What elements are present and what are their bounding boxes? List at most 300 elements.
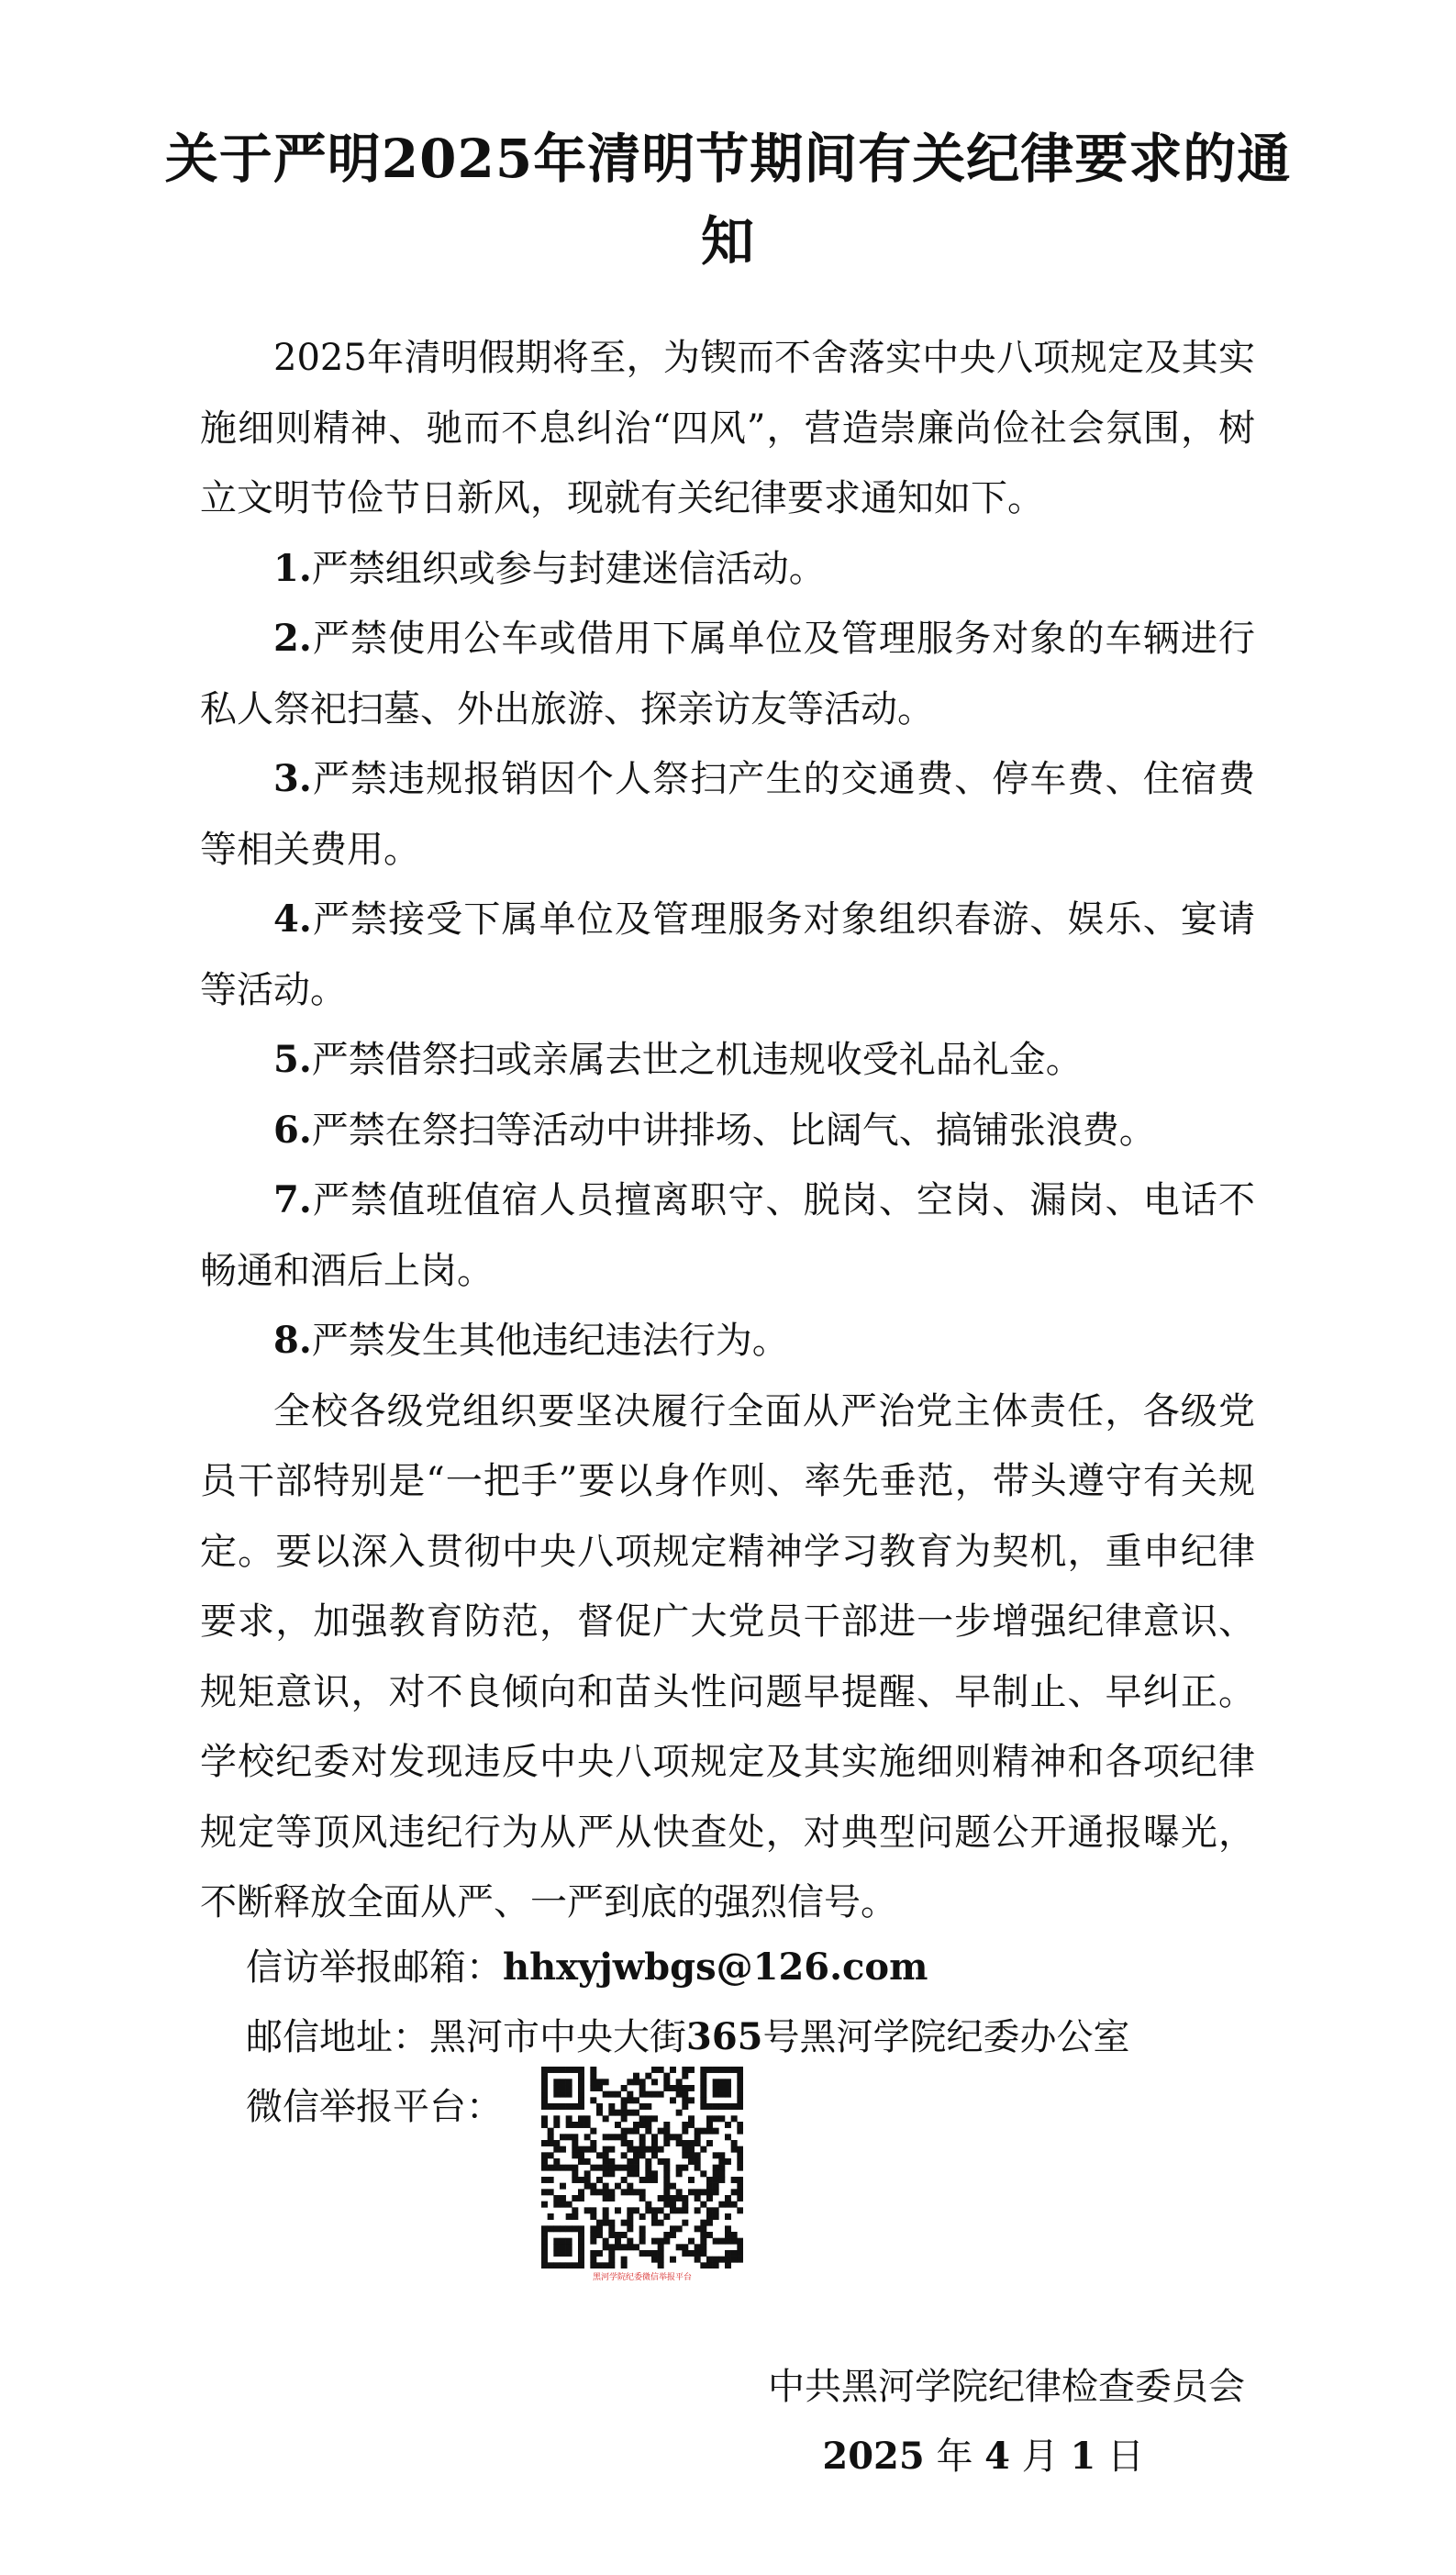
qr-module xyxy=(541,2079,548,2085)
qr-module xyxy=(718,2085,725,2091)
qr-module xyxy=(688,2158,695,2165)
qr-module xyxy=(548,2103,554,2110)
qr-module xyxy=(670,2067,676,2073)
qr-module xyxy=(572,2177,578,2183)
qr-module xyxy=(584,2183,591,2190)
qr-module xyxy=(639,2115,646,2122)
qr-module xyxy=(608,2244,615,2250)
qr-module xyxy=(700,2067,706,2073)
qr-module xyxy=(645,2115,651,2122)
qr-module xyxy=(695,2207,701,2213)
qr-module xyxy=(737,2195,743,2202)
qr-module xyxy=(572,2122,578,2128)
qr-module xyxy=(658,2262,664,2268)
qr-module xyxy=(603,2146,609,2153)
qr-module xyxy=(541,2257,548,2263)
qr-module xyxy=(627,2213,633,2220)
qr-module xyxy=(663,2079,670,2085)
qr-module xyxy=(541,2189,548,2195)
qr-module xyxy=(560,2085,566,2091)
qr-module xyxy=(603,2262,609,2268)
qr-module xyxy=(608,2134,615,2140)
qr-module xyxy=(645,2170,651,2177)
qr-module xyxy=(639,2134,646,2140)
qr-module xyxy=(553,2238,560,2245)
item-text: 严禁借祭扫或亲属去世之机违规收受礼品礼金。 xyxy=(311,1039,1083,1081)
document-body xyxy=(200,323,1255,1938)
qr-module xyxy=(541,2225,548,2232)
list-item xyxy=(200,534,1255,605)
qr-module xyxy=(578,2152,584,2158)
qr-module xyxy=(700,2079,706,2085)
qr-module xyxy=(695,2134,701,2140)
qr-module xyxy=(645,2158,651,2165)
qr-module xyxy=(731,2189,738,2195)
qr-module xyxy=(737,2177,743,2183)
list-item xyxy=(200,604,1255,744)
qr-module xyxy=(682,2165,688,2171)
item-text: 严禁违规报销因个人祭扫产生的交通费、停车费、住宿费等相关费用。 xyxy=(200,758,1255,871)
qr-module xyxy=(596,2250,603,2257)
address-label: 邮信地址： xyxy=(246,2016,429,2058)
qr-module xyxy=(713,2189,719,2195)
qr-module xyxy=(676,2189,683,2195)
qr-module xyxy=(651,2152,658,2158)
qr-module xyxy=(553,2115,560,2122)
qr-module xyxy=(603,2079,609,2085)
qr-module xyxy=(713,2067,719,2073)
date-year-unit: 年 xyxy=(936,2436,973,2478)
qr-module xyxy=(560,2091,566,2098)
qr-module xyxy=(645,2207,651,2213)
qr-module xyxy=(566,2115,572,2122)
qr-module xyxy=(663,2140,670,2146)
qr-module xyxy=(578,2189,584,2195)
qr-module xyxy=(621,2177,628,2183)
document-title: 关于严明2025年清明节期间有关纪律要求的通知 xyxy=(164,128,1292,273)
qr-module xyxy=(688,2177,695,2183)
qr-module xyxy=(633,2158,639,2165)
qr-module xyxy=(548,2165,554,2171)
qr-module xyxy=(731,2202,738,2208)
qr-module xyxy=(651,2079,658,2085)
qr-module xyxy=(682,2128,688,2135)
qr-module xyxy=(627,2189,633,2195)
qr-module xyxy=(718,2165,725,2171)
qr-module xyxy=(541,2202,548,2208)
qr-module xyxy=(566,2262,572,2268)
qr-module xyxy=(627,2225,633,2232)
qr-module xyxy=(541,2250,548,2257)
qr-module xyxy=(658,2067,664,2073)
qr-module xyxy=(639,2146,646,2153)
qr-module xyxy=(621,2262,628,2268)
qr-module xyxy=(548,2152,554,2158)
qr-module xyxy=(590,2165,596,2171)
qr-module xyxy=(572,2225,578,2232)
qr-module xyxy=(596,2220,603,2226)
qr-module xyxy=(725,2262,731,2268)
list-item xyxy=(200,885,1255,1025)
qr-module xyxy=(725,2225,731,2232)
qr-module xyxy=(560,2165,566,2171)
qr-module xyxy=(645,2146,651,2153)
qr-module xyxy=(578,2177,584,2183)
qr-module xyxy=(651,2213,658,2220)
qr-module xyxy=(615,2207,621,2213)
qr-module xyxy=(603,2170,609,2177)
qr-module xyxy=(688,2067,695,2073)
qr-module xyxy=(737,2146,743,2153)
report-email[interactable]: hhxyjwbgs@126.com xyxy=(503,1945,928,1989)
qr-module xyxy=(658,2250,664,2257)
qr-module xyxy=(663,2202,670,2208)
qr-module xyxy=(658,2220,664,2226)
qr-module xyxy=(541,2067,548,2073)
qr-module xyxy=(608,2165,615,2171)
item-number: 6. xyxy=(273,1108,312,1152)
qr-module xyxy=(731,2177,738,2183)
qr-module xyxy=(572,2262,578,2268)
qr-module xyxy=(553,2202,560,2208)
qr-module xyxy=(578,2067,584,2073)
qr-module xyxy=(566,2202,572,2208)
qr-module xyxy=(651,2067,658,2073)
qr-module xyxy=(578,2079,584,2085)
qr-module xyxy=(663,2128,670,2135)
qr-module xyxy=(596,2225,603,2232)
issuer: 中共黑河学院纪律检查委员会 xyxy=(768,2366,1245,2408)
qr-module xyxy=(658,2257,664,2263)
qr-module xyxy=(584,2134,591,2140)
qr-module xyxy=(627,2183,633,2190)
qr-module xyxy=(737,2079,743,2085)
qr-module xyxy=(731,2257,738,2263)
qr-module xyxy=(682,2085,688,2091)
qr-module xyxy=(590,2257,596,2263)
qr-module xyxy=(548,2067,554,2073)
qr-module xyxy=(560,2238,566,2245)
qr-module xyxy=(682,2244,688,2250)
qr-module xyxy=(639,2177,646,2183)
qr-module xyxy=(590,2067,596,2073)
qr-module xyxy=(695,2165,701,2171)
qr-module xyxy=(608,2257,615,2263)
qr-module xyxy=(658,2158,664,2165)
qr-module xyxy=(737,2091,743,2098)
qr-module xyxy=(651,2250,658,2257)
qr-module xyxy=(645,2202,651,2208)
qr-module xyxy=(603,2134,609,2140)
qr-module xyxy=(548,2134,554,2140)
qr-module xyxy=(566,2213,572,2220)
qr-module xyxy=(718,2177,725,2183)
qr-module xyxy=(676,2140,683,2146)
wechat-line xyxy=(246,2072,503,2142)
qr-module xyxy=(572,2134,578,2140)
qr-module xyxy=(670,2085,676,2091)
qr-module xyxy=(682,2073,688,2079)
qr-module xyxy=(682,2091,688,2098)
qr-module xyxy=(560,2134,566,2140)
qr-module xyxy=(688,2115,695,2122)
qr-module xyxy=(706,2232,713,2238)
qr-module xyxy=(596,2262,603,2268)
qr-module xyxy=(682,2220,688,2226)
qr-module xyxy=(553,2244,560,2250)
qr-module xyxy=(590,2262,596,2268)
qr-module xyxy=(713,2165,719,2171)
qr-module xyxy=(718,2091,725,2098)
qr-module xyxy=(651,2238,658,2245)
qr-module xyxy=(603,2158,609,2165)
qr-module xyxy=(566,2079,572,2085)
qr-module xyxy=(548,2128,554,2135)
qr-module xyxy=(578,2232,584,2238)
qr-module xyxy=(713,2177,719,2183)
qr-module xyxy=(627,2238,633,2245)
qr-module xyxy=(633,2152,639,2158)
qr-module xyxy=(553,2122,560,2128)
qr-module xyxy=(590,2183,596,2190)
qr-module xyxy=(621,2189,628,2195)
qr-module xyxy=(584,2146,591,2153)
qr-module xyxy=(578,2158,584,2165)
qr-module xyxy=(713,2115,719,2122)
qr-module xyxy=(663,2189,670,2195)
email-line xyxy=(246,1933,928,2002)
qr-module xyxy=(596,2232,603,2238)
qr-module xyxy=(663,2232,670,2238)
qr-module xyxy=(737,2250,743,2257)
qr-module xyxy=(737,2238,743,2245)
qr-module xyxy=(603,2091,609,2098)
qr-module xyxy=(553,2250,560,2257)
qr-module xyxy=(553,2262,560,2268)
qr-module xyxy=(713,2085,719,2091)
qr-module xyxy=(725,2213,731,2220)
qr-module xyxy=(615,2244,621,2250)
qr-module xyxy=(639,2238,646,2245)
qr-module xyxy=(700,2262,706,2268)
qr-module xyxy=(718,2079,725,2085)
qr-module xyxy=(713,2170,719,2177)
qr-module xyxy=(572,2195,578,2202)
qr-module xyxy=(572,2213,578,2220)
qr-module xyxy=(578,2115,584,2122)
qr-module xyxy=(566,2122,572,2128)
qr-module xyxy=(578,2122,584,2128)
qr-module xyxy=(578,2097,584,2103)
qr-module xyxy=(608,2170,615,2177)
qr-module xyxy=(615,2134,621,2140)
item-number: 8. xyxy=(273,1319,312,1362)
qr-module xyxy=(553,2195,560,2202)
qr-module xyxy=(682,2146,688,2153)
qr-module xyxy=(560,2067,566,2073)
qr-module xyxy=(695,2158,701,2165)
qr-module xyxy=(639,2103,646,2110)
qr-module xyxy=(695,2189,701,2195)
qr-module xyxy=(541,2091,548,2098)
qr-module xyxy=(627,2079,633,2085)
qr-module xyxy=(548,2177,554,2183)
qr-module xyxy=(590,2250,596,2257)
qr-module xyxy=(682,2140,688,2146)
qr-module xyxy=(700,2146,706,2153)
qr-module xyxy=(676,2165,683,2171)
qr-module xyxy=(541,2103,548,2110)
qr-module xyxy=(621,2103,628,2110)
qr-module xyxy=(688,2146,695,2153)
qr-module xyxy=(633,2170,639,2177)
qr-module xyxy=(688,2140,695,2146)
qr-module xyxy=(651,2220,658,2226)
qr-module xyxy=(688,2097,695,2103)
qr-module xyxy=(590,2085,596,2091)
qr-module xyxy=(700,2097,706,2103)
qr-module xyxy=(615,2183,621,2190)
qr-module xyxy=(658,2091,664,2098)
qr-module xyxy=(627,2170,633,2177)
qr-module xyxy=(645,2177,651,2183)
date-month-unit: 月 xyxy=(1021,2436,1059,2478)
qr-module xyxy=(639,2195,646,2202)
qr-module xyxy=(718,2103,725,2110)
qr-module xyxy=(700,2091,706,2098)
qr-module xyxy=(596,2110,603,2116)
qr-module xyxy=(676,2244,683,2250)
wechat-label: 微信举报平台： xyxy=(246,2086,503,2128)
qr-module xyxy=(578,2225,584,2232)
qr-module xyxy=(633,2097,639,2103)
qr-module xyxy=(645,2073,651,2079)
qr-module xyxy=(603,2189,609,2195)
qr-module xyxy=(578,2244,584,2250)
qr-module xyxy=(621,2097,628,2103)
qr-module xyxy=(737,2085,743,2091)
qr-module xyxy=(639,2152,646,2158)
qr-module xyxy=(682,2067,688,2073)
qr-module xyxy=(706,2128,713,2135)
qr-module xyxy=(621,2220,628,2226)
qr-module xyxy=(553,2085,560,2091)
qr-module xyxy=(695,2152,701,2158)
qr-module xyxy=(663,2170,670,2177)
qr-module xyxy=(731,2067,738,2073)
qr-module xyxy=(639,2225,646,2232)
qr-module xyxy=(608,2232,615,2238)
qr-module xyxy=(713,2152,719,2158)
qr-module xyxy=(706,2103,713,2110)
email-label: 信访举报邮箱： xyxy=(246,1946,503,1989)
qr-module xyxy=(566,2244,572,2250)
qr-module xyxy=(548,2225,554,2232)
qr-module xyxy=(639,2085,646,2091)
qr-module xyxy=(633,2110,639,2116)
qr-module xyxy=(737,2207,743,2213)
qr-module xyxy=(682,2202,688,2208)
qr-module xyxy=(713,2079,719,2085)
qr-module xyxy=(651,2170,658,2177)
qr-module xyxy=(695,2128,701,2135)
qr-module xyxy=(645,2122,651,2128)
qr-module xyxy=(663,2177,670,2183)
qr-module xyxy=(615,2091,621,2098)
qr-module xyxy=(584,2170,591,2177)
qr-module xyxy=(725,2085,731,2091)
qr-module xyxy=(560,2079,566,2085)
qr-module xyxy=(718,2152,725,2158)
intro-paragraph: 2025年清明假期将至，为锲而不舍落实中央八项规定及其实施细则精神、驰而不息纠治“四风”，营造崇廉尚俭社会氛围，树立文明节俭节日新风，现就有关纪律要求通知如下。 xyxy=(200,337,1255,519)
qr-module xyxy=(560,2250,566,2257)
qr-code[interactable] xyxy=(541,2067,743,2268)
qr-module xyxy=(541,2158,548,2165)
qr-module xyxy=(645,2128,651,2135)
qr-module xyxy=(621,2257,628,2263)
qr-module xyxy=(590,2225,596,2232)
qr-module xyxy=(639,2232,646,2238)
date-month: 4 xyxy=(984,2435,1010,2478)
qr-module xyxy=(566,2165,572,2171)
qr-module xyxy=(663,2183,670,2190)
address-suffix: 号黑河学院纪委办公室 xyxy=(762,2016,1130,2058)
issue-date xyxy=(822,2422,1144,2491)
qr-module xyxy=(584,2158,591,2165)
qr-module xyxy=(658,2128,664,2135)
qr-module xyxy=(603,2152,609,2158)
qr-module xyxy=(651,2091,658,2098)
qr-module xyxy=(553,2067,560,2073)
qr-module xyxy=(676,2134,683,2140)
address-prefix: 黑河市中央大街 xyxy=(429,2016,686,2058)
qr-module xyxy=(731,2140,738,2146)
qr-module xyxy=(731,2103,738,2110)
item-number: 3. xyxy=(273,757,312,800)
qr-module xyxy=(572,2165,578,2171)
qr-module xyxy=(737,2183,743,2190)
qr-module xyxy=(603,2244,609,2250)
qr-module xyxy=(676,2225,683,2232)
qr-module xyxy=(737,2244,743,2250)
qr-module xyxy=(608,2110,615,2116)
qr-module xyxy=(682,2152,688,2158)
item-text: 严禁使用公车或借用下属单位及管理服务对象的车辆进行私人祭祀扫墓、外出旅游、探亲访友等活动。 xyxy=(200,618,1255,730)
qr-module xyxy=(541,2140,548,2146)
qr-module xyxy=(615,2165,621,2171)
qr-module xyxy=(725,2067,731,2073)
qr-module xyxy=(737,2257,743,2263)
list-item xyxy=(200,1096,1255,1166)
qr-module xyxy=(590,2128,596,2135)
qr-module xyxy=(578,2195,584,2202)
qr-module xyxy=(676,2085,683,2091)
qr-module xyxy=(713,2238,719,2245)
qr-module xyxy=(651,2134,658,2140)
qr-module xyxy=(639,2122,646,2128)
qr-module xyxy=(725,2232,731,2238)
qr-module xyxy=(590,2232,596,2238)
qr-module xyxy=(725,2250,731,2257)
qr-module xyxy=(566,2085,572,2091)
qr-module xyxy=(621,2232,628,2238)
qr-module xyxy=(645,2091,651,2098)
qr-module xyxy=(608,2220,615,2226)
qr-code-block xyxy=(541,2067,743,2282)
qr-module xyxy=(578,2073,584,2079)
qr-module xyxy=(578,2262,584,2268)
qr-module xyxy=(700,2128,706,2135)
